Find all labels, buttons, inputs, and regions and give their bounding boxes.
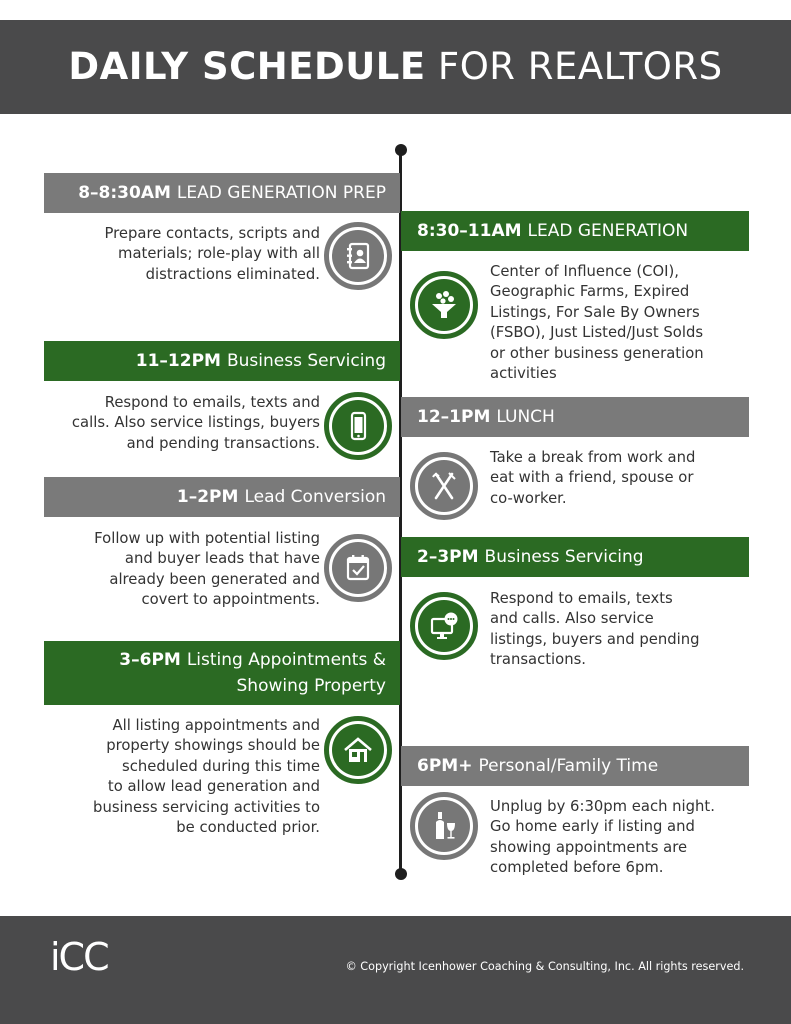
schedule-bar-lead-gen-prep bbox=[44, 173, 400, 213]
copyright-text: © Copyright Icenhower Coaching & Consulting, Inc. All rights reserved. bbox=[345, 960, 744, 973]
schedule-time: 11–12PM bbox=[135, 351, 221, 371]
desc-line: or other business generation bbox=[490, 344, 704, 362]
schedule-bar-business-servicing-am bbox=[44, 341, 400, 381]
schedule-desc-lead-generation bbox=[490, 262, 740, 384]
desc-line: business servicing activities to bbox=[93, 798, 320, 816]
desc-line: property showings should be bbox=[106, 737, 320, 755]
header-banner bbox=[0, 20, 791, 114]
schedule-title: LEAD GENERATION PREP bbox=[176, 183, 386, 203]
desc-line: to allow lead generation and bbox=[107, 778, 320, 796]
desc-line: showing appointments are bbox=[490, 838, 688, 856]
schedule-bar-personal-time bbox=[401, 746, 749, 786]
schedule-title: Business Servicing bbox=[226, 351, 386, 371]
desc-line: Geographic Farms, Expired bbox=[490, 283, 690, 301]
schedule-time: 2–3PM bbox=[417, 547, 479, 567]
schedule-bar-lead-generation bbox=[401, 211, 749, 251]
desc-line: Respond to emails, texts and bbox=[104, 394, 320, 411]
desc-line: Prepare contacts, scripts and bbox=[104, 225, 320, 242]
desc-line: scheduled during this time bbox=[122, 757, 320, 775]
desc-line: Unplug by 6:30pm each night. bbox=[490, 798, 715, 815]
desc-line: co-worker. bbox=[490, 489, 567, 507]
timeline-start-dot bbox=[395, 144, 407, 156]
desc-line: already been generated and bbox=[109, 570, 320, 588]
page-title-strong: DAILY SCHEDULE bbox=[68, 45, 426, 88]
desc-line: Center of Influence (COI), bbox=[490, 263, 679, 280]
desc-line: activities bbox=[490, 365, 557, 383]
desc-line: distractions eliminated. bbox=[145, 265, 320, 283]
desc-line: Take a break from work and bbox=[490, 449, 696, 466]
desc-line: Listings, For Sale By Owners bbox=[490, 303, 700, 321]
schedule-title: Personal/Family Time bbox=[478, 756, 659, 776]
house-icon bbox=[324, 716, 392, 784]
schedule-bar-business-servicing-pm bbox=[401, 537, 749, 577]
schedule-title: Business Servicing bbox=[484, 547, 644, 567]
schedule-title: LEAD GENERATION bbox=[527, 221, 689, 241]
desc-line: covert to appointments. bbox=[141, 591, 320, 609]
schedule-desc-business-servicing-am bbox=[40, 393, 320, 454]
desc-line: listings, buyers and pending bbox=[490, 630, 700, 648]
page-title bbox=[0, 20, 791, 114]
schedule-desc-lunch bbox=[490, 448, 740, 509]
desc-line: All listing appointments and bbox=[112, 717, 320, 734]
schedule-title: Lead Conversion bbox=[244, 487, 386, 507]
schedule-time: 12–1PM bbox=[417, 407, 491, 427]
schedule-desc-lead-gen-prep bbox=[40, 224, 320, 285]
desc-line: eat with a friend, spouse or bbox=[490, 469, 694, 487]
schedule-desc-personal-time bbox=[490, 797, 740, 879]
schedule-title-row bbox=[119, 647, 386, 673]
desc-line: Follow up with potential listing bbox=[94, 530, 320, 547]
smartphone-icon bbox=[324, 392, 392, 460]
schedule-title: LUNCH bbox=[496, 407, 555, 427]
desc-line: and buyer leads that have bbox=[124, 550, 320, 568]
desc-line: materials; role-play with all bbox=[118, 245, 320, 263]
desc-line: Respond to emails, texts bbox=[490, 590, 673, 607]
desc-line: be conducted prior. bbox=[176, 819, 320, 837]
schedule-time: 8:30–11AM bbox=[417, 221, 522, 241]
schedule-bar-lunch bbox=[401, 397, 749, 437]
calendar-check-icon bbox=[324, 534, 392, 602]
schedule-time: 3–6PM bbox=[119, 650, 181, 670]
schedule-title-row bbox=[237, 673, 387, 699]
desc-line: completed before 6pm. bbox=[490, 859, 664, 877]
company-logo: iCC bbox=[50, 935, 108, 979]
schedule-title: Showing Property bbox=[236, 676, 386, 696]
desc-line: (FSBO), Just Listed/Just Solds bbox=[490, 324, 704, 342]
fork-knife-icon bbox=[410, 452, 478, 520]
schedule-time: 1–2PM bbox=[176, 487, 239, 507]
wine-bottle-icon bbox=[410, 792, 478, 860]
desc-line: and calls. Also service bbox=[490, 610, 654, 628]
schedule-bar-listing-appointments bbox=[44, 641, 400, 705]
desc-line: and pending transactions. bbox=[126, 434, 320, 452]
page-title-light: FOR REALTORS bbox=[437, 45, 723, 88]
desc-line: Go home early if listing and bbox=[490, 818, 695, 836]
schedule-time: 6PM+ bbox=[417, 756, 473, 776]
schedule-title: Listing Appointments & bbox=[186, 650, 386, 670]
desc-line: calls. Also service listings, buyers bbox=[71, 414, 320, 432]
schedule-desc-business-servicing-pm bbox=[490, 589, 740, 671]
schedule-bar-lead-conversion bbox=[44, 477, 400, 517]
desc-line: transactions. bbox=[490, 651, 586, 669]
schedule-desc-listing-appointments bbox=[40, 716, 320, 838]
contact-book-icon bbox=[324, 222, 392, 290]
monitor-chat-icon bbox=[410, 592, 478, 660]
funnel-icon bbox=[410, 271, 478, 339]
schedule-time: 8–8:30AM bbox=[78, 183, 171, 203]
timeline-end-dot bbox=[395, 868, 407, 880]
schedule-desc-lead-conversion bbox=[40, 529, 320, 611]
